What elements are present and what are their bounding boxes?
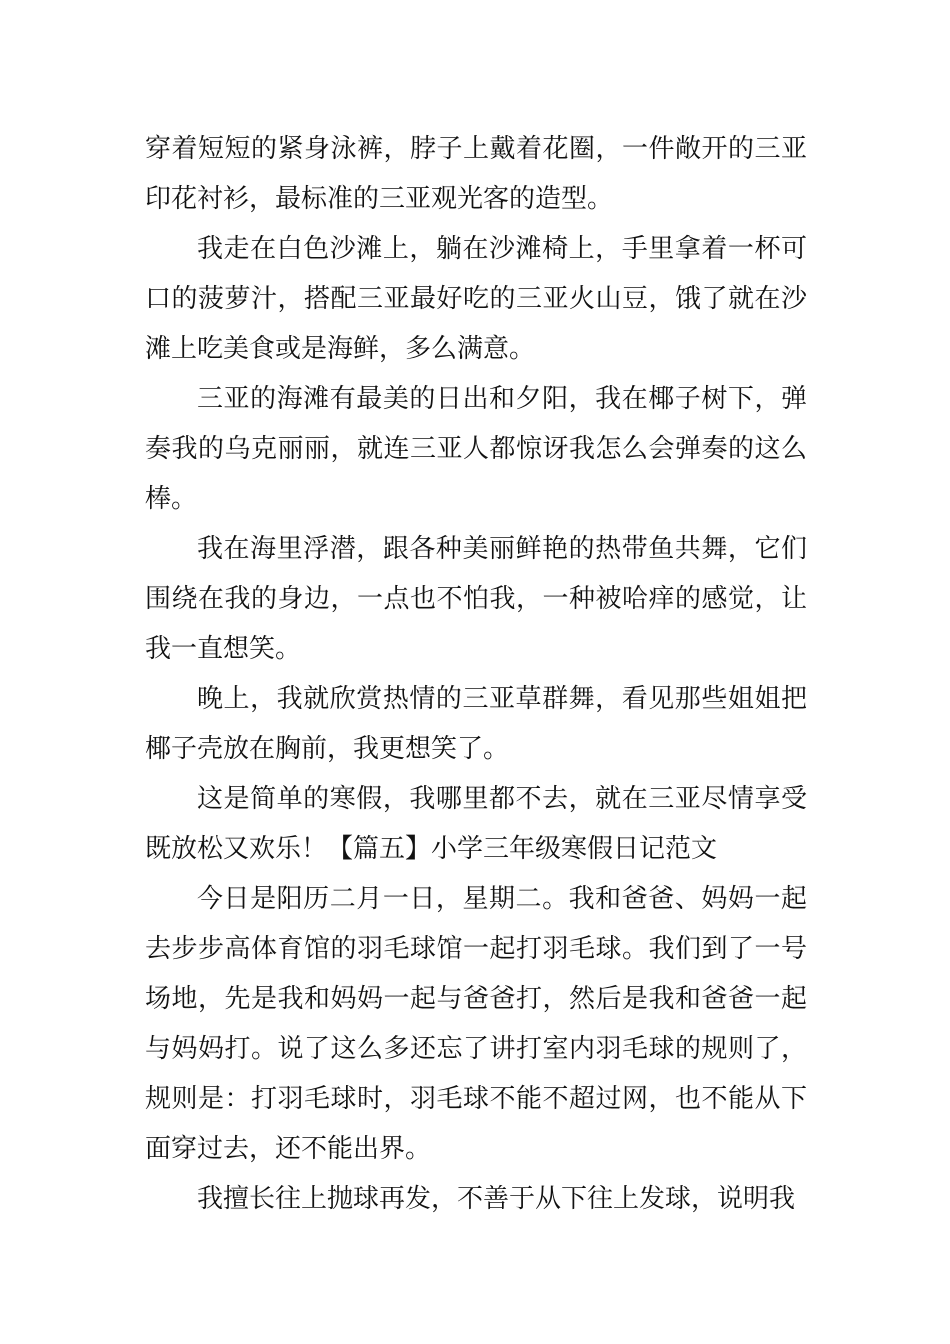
- paragraph-1: 穿着短短的紧身泳裤，脖子上戴着花圈，一件敞开的三亚印花衬衫，最标准的三亚观光客的造型。: [145, 134, 807, 214]
- paragraph-6: 这是简单的寒假，我哪里都不去，就在三亚尽情享受既放松又欢乐！【篇五】小学三年级寒假日记范文: [145, 784, 807, 864]
- document-page: [145, 124, 807, 1224]
- paragraph-4: 我在海里浮潜，跟各种美丽鲜艳的热带鱼共舞，它们围绕在我的身边，一点也不怕我，一种被哈痒的感觉，让我一直想笑。: [145, 534, 807, 664]
- paragraph-3: 三亚的海滩有最美的日出和夕阳，我在椰子树下，弹奏我的乌克丽丽，就连三亚人都惊讶我怎么会弹奏的这么棒。: [145, 384, 807, 514]
- paragraph-2: 我走在白色沙滩上，躺在沙滩椅上，手里拿着一杯可口的菠萝汁，搭配三亚最好吃的三亚火山豆，饿了就在沙滩上吃美食或是海鲜，多么满意。: [145, 234, 807, 364]
- paragraph-5: 晚上，我就欣赏热情的三亚草群舞，看见那些姐姐把椰子壳放在胸前，我更想笑了。: [145, 684, 807, 764]
- paragraph-8: 我擅长往上抛球再发，不善于从下往上发球，说明我: [197, 1184, 796, 1214]
- paragraph-7: 今日是阳历二月一日，星期二。我和爸爸、妈妈一起去步步高体育馆的羽毛球馆一起打羽毛球。我们到了一号场地，先是我和妈妈一起与爸爸打，然后是我和爸爸一起与妈妈打。说了这么多还忘了讲打室内羽毛球的规则了，规则是：打羽毛球时，羽毛球不能不超过网，也不能从下面穿过去，还不能出界。: [145, 884, 807, 1164]
